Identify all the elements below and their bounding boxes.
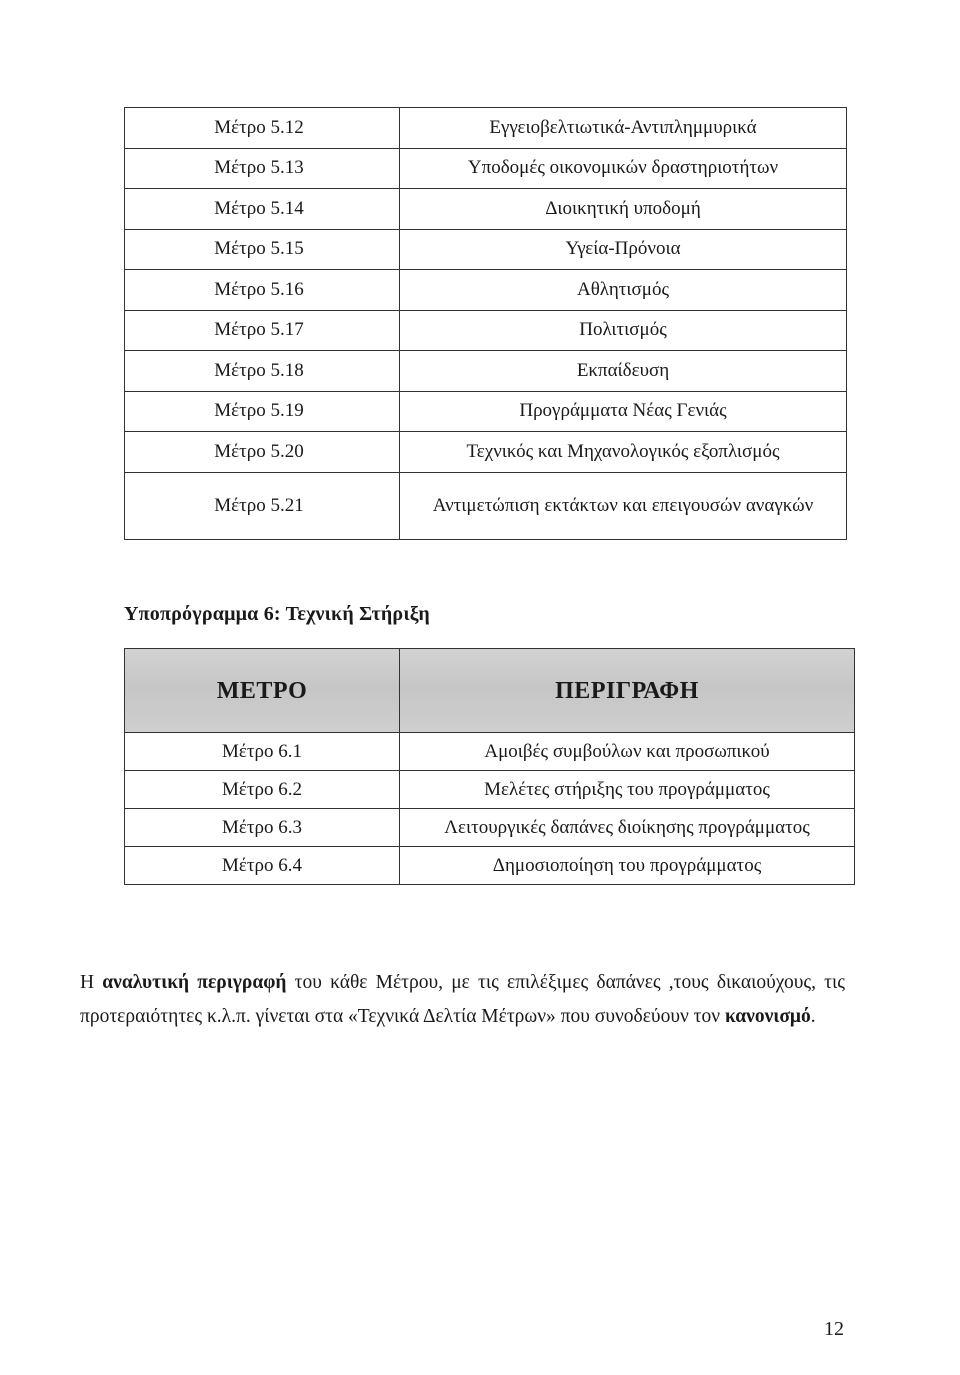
measure-code: Μέτρο 6.3 — [125, 809, 400, 847]
column-header-measure: ΜΕΤΡΟ — [125, 649, 400, 733]
measure-description: Αμοιβές συμβούλων και προσωπικού — [400, 733, 855, 771]
measure-description: Τεχνικός και Μηχανολογικός εξοπλισμός — [400, 432, 847, 473]
measure-description: Εγγειοβελτιωτικά-Αντιπλημμυρικά — [400, 108, 847, 149]
measure-code: Μέτρο 5.21 — [125, 472, 400, 539]
table-header-row — [125, 649, 855, 733]
measure-description: Υποδομές οικονομικών δραστηριοτήτων — [400, 148, 847, 189]
measure-code: Μέτρο 6.2 — [125, 771, 400, 809]
table-row — [125, 432, 847, 473]
measure-description: Λειτουργικές δαπάνες διοίκησης προγράμματος — [400, 809, 855, 847]
body-paragraph — [80, 966, 845, 1034]
measure-description: Υγεία-Πρόνοια — [400, 229, 847, 270]
measure-description: Δημοσιοποίηση του προγράμματος — [400, 847, 855, 885]
table-row — [125, 148, 847, 189]
paragraph-text: του κάθε Μέτρου, με τις επιλέξιμες δαπάνες ,τους δικαιούχους, τις προτεραιότητες κ.λ.π. γίνεται στα «Τεχνικά Δελτία Μέτρων» που συνοδεύουν τον — [80, 971, 845, 1027]
measure-description: Αντιμετώπιση εκτάκτων και επειγουσών αναγκών — [400, 472, 847, 539]
measure-code: Μέτρο 6.4 — [125, 847, 400, 885]
measure-code: Μέτρο 6.1 — [125, 733, 400, 771]
measure-code: Μέτρο 5.20 — [125, 432, 400, 473]
table-row — [125, 351, 847, 392]
table-row — [125, 270, 847, 311]
table-row — [125, 391, 847, 432]
page-number: 12 — [824, 1318, 844, 1340]
table-row — [125, 809, 855, 847]
technical-support-measures-table — [124, 648, 855, 885]
measure-description: Μελέτες στήριξης του προγράμματος — [400, 771, 855, 809]
table-row — [125, 229, 847, 270]
measure-description: Αθλητισμός — [400, 270, 847, 311]
subprogram-heading: Υποπρόγραμμα 6: Τεχνική Στήριξη — [124, 603, 430, 625]
measure-code: Μέτρο 5.14 — [125, 189, 400, 230]
measure-code: Μέτρο 5.18 — [125, 351, 400, 392]
measure-code: Μέτρο 5.12 — [125, 108, 400, 149]
measure-description: Προγράμματα Νέας Γενιάς — [400, 391, 847, 432]
measures-table-continued — [124, 107, 847, 540]
paragraph-text: . — [810, 1005, 816, 1027]
column-header-description: ΠΕΡΙΓΡΑΦΗ — [400, 649, 855, 733]
measure-code: Μέτρο 5.19 — [125, 391, 400, 432]
table-row — [125, 472, 847, 539]
paragraph-bold-text: κανονισμό — [724, 1005, 811, 1027]
table-row — [125, 310, 847, 351]
table-row — [125, 771, 855, 809]
measure-code: Μέτρο 5.17 — [125, 310, 400, 351]
table-row — [125, 847, 855, 885]
measure-description: Πολιτισμός — [400, 310, 847, 351]
paragraph-text: Η — [80, 971, 103, 993]
paragraph-bold-text: αναλυτική περιγραφή — [102, 971, 287, 993]
measure-code: Μέτρο 5.15 — [125, 229, 400, 270]
measure-code: Μέτρο 5.16 — [125, 270, 400, 311]
measure-code: Μέτρο 5.13 — [125, 148, 400, 189]
table-row — [125, 733, 855, 771]
table-row — [125, 108, 847, 149]
measure-description: Εκπαίδευση — [400, 351, 847, 392]
measure-description: Διοικητική υποδομή — [400, 189, 847, 230]
table-row — [125, 189, 847, 230]
